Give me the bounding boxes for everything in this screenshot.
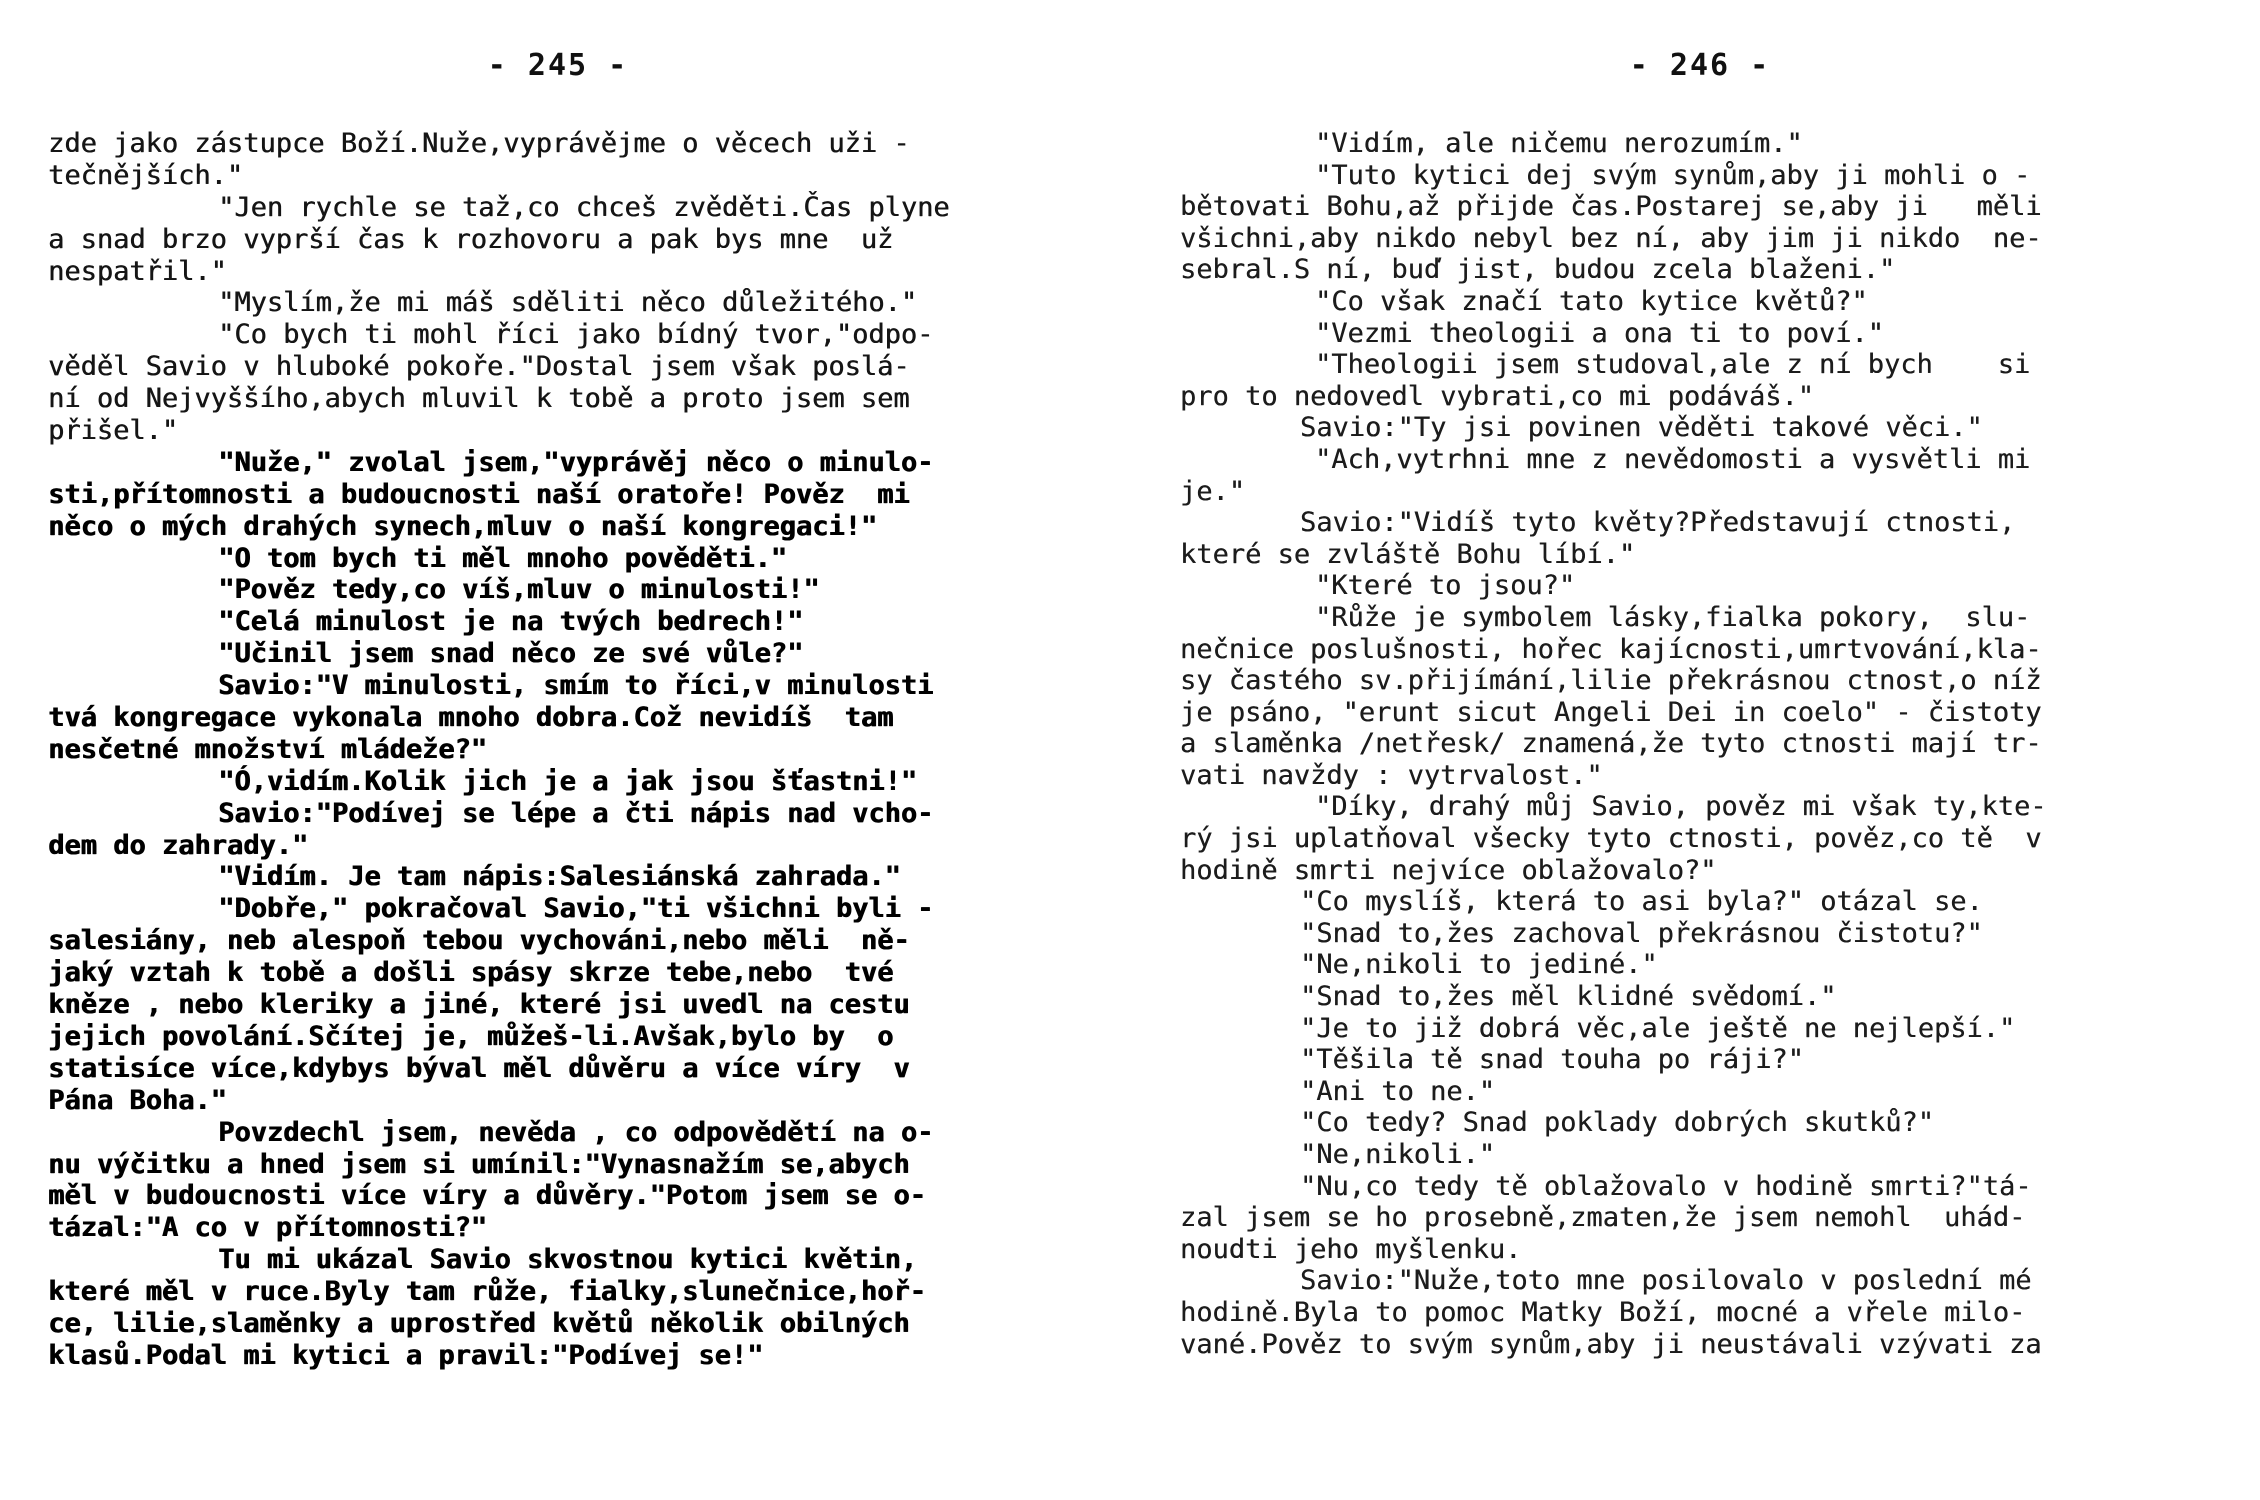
text-line: je psáno, "erunt sicut Angeli Dei in coelo" - čistoty (1180, 696, 2042, 728)
text-line: sti,přítomnosti a budoucnosti naší oratoře! Pověz mi (48, 478, 910, 510)
text-line: "Tuto kytici dej svým synům,aby ji mohli o - (1315, 159, 2031, 191)
text-line: "Theologii jsem studoval,ale z ní bych si (1315, 349, 2031, 381)
text-line: "Ani to ne." (1300, 1075, 1496, 1107)
text-line: dem do zahrady." (48, 829, 309, 861)
text-line: "Co myslíš, která to asi byla?" otázal se. (1300, 886, 1983, 918)
text-line: "Jen rychle se taž,co chceš zvěděti.Čas plyne (218, 191, 950, 223)
text-line: "Ó,vidím.Kolik jich je a jak jsou šťastni!" (218, 765, 917, 797)
text-line: Savio:"Nuže,toto mne posilovalo v poslední mé (1300, 1265, 2032, 1297)
text-line: které měl v ruce.Byly tam růže, fialky,slunečnice,hoř- (48, 1276, 926, 1308)
text-line: "Které to jsou?" (1315, 570, 1576, 602)
text-line: "Celá minulost je na tvých bedrech!" (218, 606, 804, 638)
text-line: zal jsem se ho prosebně,zmaten,že jsem nemohl uhád- (1180, 1202, 2026, 1234)
text-line: "Vidím, ale ničemu nerozumím." (1315, 128, 1803, 159)
left-page (48, 0, 1088, 1500)
text-line: "O tom bych ti měl mnoho pověděti." (218, 542, 787, 574)
text-line: "Co bych ti mohl říci jako bídný tvor,"odpo- (218, 319, 934, 351)
text-line: a slaměnka /netřesk/ znamená,že tyto ctnosti mají tr- (1180, 728, 2042, 760)
text-line: nečnice poslušnosti, hořec kajícnosti,umrtvování,kla- (1180, 633, 2042, 665)
text-line: salesiány, neb alespoň tebou vychováni,nebo měli ně- (48, 925, 910, 957)
text-line: Savio:"Vidíš tyto květy?Představují ctnosti, (1300, 507, 2016, 539)
text-line: tázal:"A co v přítomnosti?" (48, 1212, 487, 1244)
text-line: věděl Savio v hluboké pokoře."Dostal jsem však poslá- (48, 351, 910, 383)
text-line: "Je to již dobrá věc,ale ještě ne nejlepší." (1300, 1012, 2016, 1044)
text-line: "Ach,vytrhni mne z nevědomosti a vysvětli mi (1315, 443, 2031, 475)
text-line: tečnějších." (48, 159, 244, 191)
right-page-text (1180, 128, 2220, 1360)
text-line: Savio:"V minulosti, smím to říci,v minulosti (218, 670, 934, 702)
left-page-text (48, 128, 1088, 1372)
text-line: "Učinil jsem snad něco ze své vůle?" (218, 638, 804, 670)
text-line: Tu mi ukázal Savio skvostnou kytici květin, (218, 1244, 917, 1276)
text-line: "Vidím. Je tam nápis:Salesiánská zahrada." (218, 861, 901, 893)
text-line: Savio:"Ty jsi povinen věděti takové věci." (1300, 412, 1983, 444)
text-line: které se zvláště Bohu líbí." (1180, 538, 1636, 570)
text-line: nesčetné množství mládeže?" (48, 733, 487, 765)
page-number-left: - 245 - (487, 48, 629, 83)
text-line: sy častého sv.přijímání,lilie překrásnou ctnost,o níž (1180, 665, 2042, 697)
text-line: "Myslím,že mi máš sděliti něco důležitého." (218, 287, 917, 319)
text-line: "Nu,co tedy tě oblažovalo v hodině smrti?"tá- (1300, 1170, 2032, 1202)
text-line: a snad brzo vyprší čas k rozhovoru a pak bys mne už (48, 223, 894, 255)
text-line: "Těšila tě snad touha po ráji?" (1300, 1044, 1804, 1076)
text-line: je." (1180, 475, 1246, 507)
text-line: "Co však značí tato kytice květů?" (1315, 285, 1868, 317)
text-line: kněze , nebo kleriky a jiné, které jsi uvedl na cestu (48, 989, 910, 1021)
text-line: vané.Pověz to svým synům,aby ji neustávali vzývati za (1180, 1328, 2042, 1360)
text-line: pro to nedovedl vybrati,co mi podáváš." (1180, 380, 1814, 412)
text-line: hodině smrti nejvíce oblažovalo?" (1180, 854, 1717, 886)
text-line: tvá kongregace vykonala mnoho dobra.Což nevidíš tam (48, 702, 894, 734)
text-line: nespatřil." (48, 255, 227, 287)
text-line: "Co tedy? Snad poklady dobrých skutků?" (1300, 1107, 1934, 1139)
text-line: vati navždy : vytrvalost." (1180, 759, 1603, 791)
text-line: jejich povolání.Sčítej je, můžeš-li.Avšak,bylo by o (48, 1020, 894, 1052)
text-line: zde jako zástupce Boží.Nuže,vyprávějme o věcech uži - (48, 128, 910, 159)
text-line: ní od Nejvyššího,abych mluvil k tobě a proto jsem sem (48, 383, 910, 415)
text-line: jaký vztah k tobě a došli spásy skrze tebe,nebo tvé (48, 957, 894, 989)
text-line: "Snad to,žes zachoval překrásnou čistotu?" (1300, 917, 1983, 949)
text-line: "Růže je symbolem lásky,fialka pokory, slu- (1315, 601, 2031, 633)
text-line: "Pověz tedy,co víš,mluv o minulosti!" (218, 574, 820, 606)
text-line: statisíce více,kdybys býval měl důvěru a více víry v (48, 1052, 910, 1084)
text-line: všichni,aby nikdo nebyl bez ní, aby jim ji nikdo ne- (1180, 222, 2042, 254)
text-line: noudti jeho myšlenku. (1180, 1233, 1522, 1265)
text-line: "Ne,nikoli to jediné." (1300, 949, 1658, 981)
text-line: měl v budoucnosti více víry a důvěry."Potom jsem se o- (48, 1180, 926, 1212)
text-line: bětovati Bohu,až přijde čas.Postarej se,aby ji měli (1180, 191, 2042, 223)
text-line: nu výčitku a hned jsem si umínil:"Vynasnažím se,abych (48, 1148, 910, 1180)
text-line: "Dobře," pokračoval Savio,"ti všichni byli - (218, 893, 934, 925)
text-line: hodině.Byla to pomoc Matky Boží, mocné a vřele milo- (1180, 1296, 2026, 1328)
text-line: ce, lilie,slaměnky a uprostřed květů několik obilných (48, 1307, 910, 1339)
text-line: Pána Boha." (48, 1084, 227, 1116)
text-line: "Snad to,žes měl klidné svědomí." (1300, 981, 1837, 1013)
text-line: "Vezmi theologii a ona ti to poví." (1315, 317, 1884, 349)
text-line: klasů.Podal mi kytici a pravil:"Podívej se!" (48, 1339, 764, 1371)
text-line: Povzdechl jsem, nevěda , co odpovědětí na o- (218, 1116, 934, 1148)
right-page (1180, 0, 2220, 1500)
text-line: "Díky, drahý můj Savio, pověz mi však ty,kte- (1315, 791, 2047, 823)
text-line: sebral.S ní, buď jist, budou zcela blaženi." (1180, 254, 1896, 286)
page-number-right: - 246 - (1629, 48, 1771, 83)
text-line: Savio:"Podívej se lépe a čti nápis nad vcho- (218, 797, 934, 829)
text-line: "Ne,nikoli." (1300, 1139, 1496, 1170)
text-line: rý jsi uplatňoval všecky tyto ctnosti, pověz,co tě v (1180, 823, 2042, 855)
text-line: "Nuže," zvolal jsem,"vyprávěj něco o minulo- (218, 446, 934, 478)
text-line: přišel." (48, 415, 179, 447)
text-line: něco o mých drahých synech,mluv o naší kongregaci!" (48, 510, 878, 542)
